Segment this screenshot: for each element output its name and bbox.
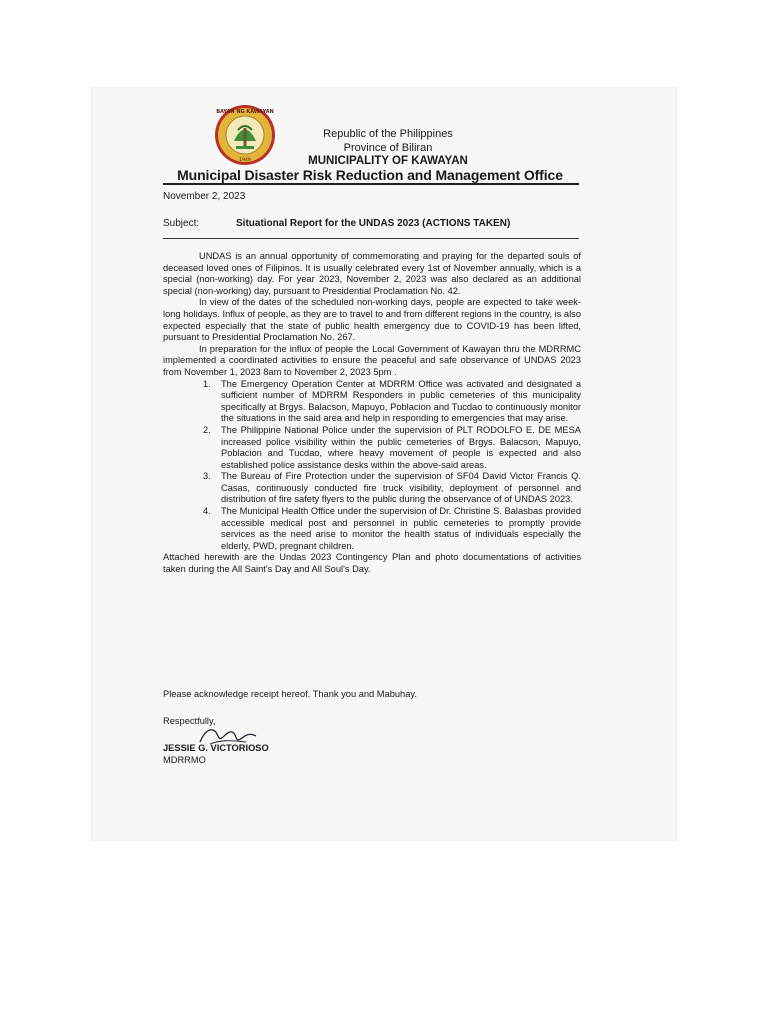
- list-item: [203, 506, 582, 552]
- letter-date: November 2, 2023: [163, 191, 246, 202]
- list-item: [203, 424, 581, 471]
- list-number: 1.: [203, 378, 211, 389]
- subject-rule: [163, 238, 579, 239]
- municipal-seal-logo: [214, 104, 276, 166]
- paragraph-intro: UNDAS is an annual opportunity of commemorating and praying for the departed souls of deceased loved ones of Filipinos. It is usually celebrated every 1st of November annually, which is a special (non-working) day. For year 2023, November 2, 2023 was also declared as an additional special (non-working) day, pursuant to Presidential Proclamation No. 42.: [163, 251, 581, 296]
- list-item: [203, 471, 581, 506]
- signer-name: JESSIE G. VICTORIOSO: [163, 743, 269, 753]
- subject-label: Subject:: [163, 218, 200, 229]
- header-rule: [163, 183, 579, 185]
- list-item: [203, 378, 581, 425]
- office-name: Municipal Disaster Risk Reduction and Management Office: [177, 167, 563, 183]
- paragraph-holidays: In view of the dates of the scheduled non-working days, people are expected to take week-long holidays. Influx of people, as they are to travel to and from different regions in the country, is also expected especially that the state of public health emergency due to COVID-19 has been lifted, pursuant to Presidential Proclamation No. 267.: [163, 297, 581, 343]
- svg-text:1949: 1949: [239, 158, 251, 163]
- list-number: 2.: [203, 424, 211, 435]
- list-text: The Municipal Health Office under the supervision of Dr. Christine S. Balasbas provided accessible medical post and personnel in public cemeteries to promptly provide services as the need arise to monitor the health status of individuals especially the elderly, PWD, pregnant children.: [221, 506, 582, 551]
- svg-text:BAYAN NG KAWAYAN: BAYAN NG KAWAYAN: [216, 109, 274, 115]
- paragraph-attached: Attached herewith are the Undas 2023 Contingency Plan and photo documentations of activities taken during the All Saint's Day and All Soul's Day.: [163, 552, 581, 575]
- list-number: 4.: [203, 506, 211, 517]
- acknowledge-line: Please acknowledge receipt hereof. Thank you and Mabuhay.: [163, 689, 417, 699]
- republic-line: Republic of the Philippines: [323, 128, 453, 140]
- actions-list: [163, 379, 581, 553]
- province-line: Province of Biliran: [343, 142, 433, 154]
- list-number: 3.: [203, 471, 211, 482]
- closing-line: Respectfully,: [163, 716, 216, 726]
- list-text: The Bureau of Fire Protection under the supervision of SF04 David Victor Francis Q. Casas, continuously conducted fire truck visibility, deployment of personnel and distribution of fire safety flyers to the public during the observance of of UNDAS 2023.: [221, 471, 581, 505]
- list-text: The Emergency Operation Center at MDRRM Office was activated and designated a sufficient number of MDRRM Responders in public cemeteries of this municipality specifically at Brgys. Balacson, Mapuyo, Poblacion and Tucdao to continuously monitor the situations in the said area and help in responding to emergencies that may arise.: [221, 378, 581, 424]
- list-text: The Philippine National Police under the supervision of PLT RODOLFO E. DE MESA increased police visibility within the public cemeteries of Brgys. Balacson, Mapuyo, Poblacion and Tucdao, where heavy movement of people is expected and also established police assistance desks within the above-said areas.: [221, 424, 581, 470]
- municipality-line: MUNICIPALITY OF KAWAYAN: [308, 155, 468, 167]
- signer-title: MDRRMO: [163, 755, 206, 765]
- subject-text: Situational Report for the UNDAS 2023 (ACTIONS TAKEN): [236, 218, 511, 229]
- letter-body: [163, 251, 581, 576]
- paragraph-preparation: In preparation for the influx of people the Local Government of Kawayan thru the MDRRMC implemented a coordinated activities to ensure the peaceful and safe observance of UNDAS 2023 from November 1, 2023 8am to November 2, 2023 5pm .: [163, 343, 581, 377]
